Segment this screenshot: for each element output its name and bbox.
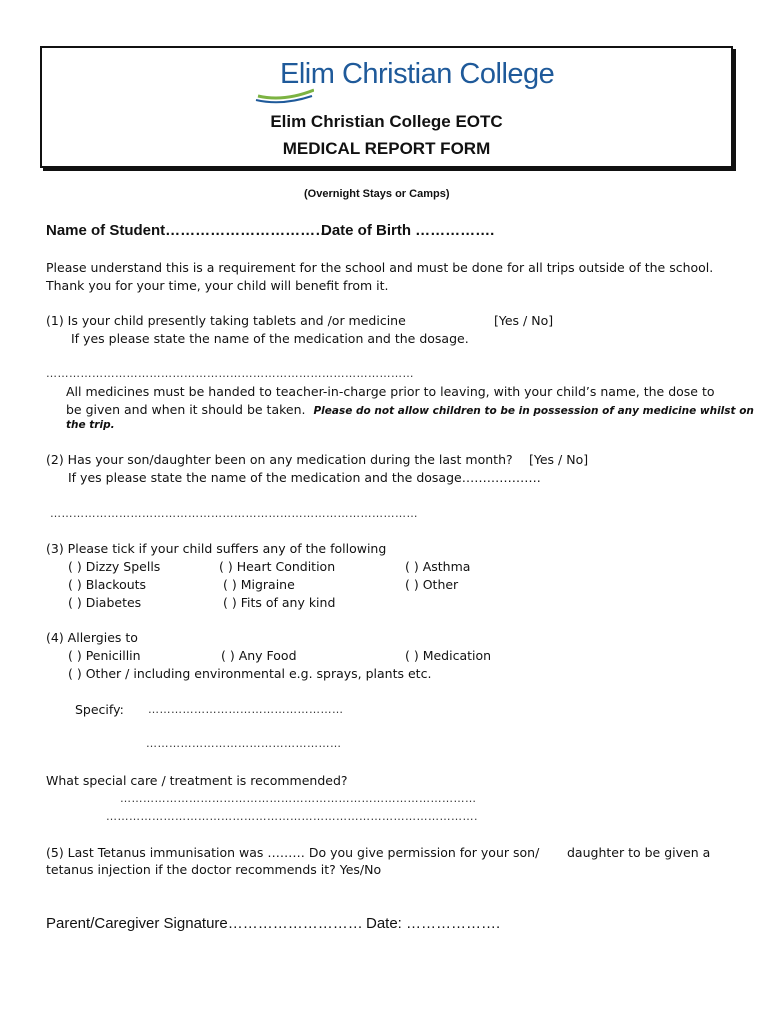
q4-option-medication[interactable]: ( ) Medication (405, 648, 492, 663)
q1-note-line-2 (66, 401, 754, 420)
q4-option-other[interactable]: ( ) Other / including environmental e.g. sprays, plants etc. (68, 666, 432, 681)
college-logo (254, 56, 555, 104)
q1-note-line-1: All medicines must be handed to teacher-in-charge prior to leaving, with your child’s name, the dose to (66, 384, 715, 399)
specify-line-1[interactable]: …………………………………………… (148, 703, 344, 716)
q1-note-text: be given and when it should be taken. (66, 402, 306, 417)
q4-option-penicillin[interactable]: ( ) Penicillin (68, 648, 141, 663)
signature-field[interactable]: Parent/Caregiver Signature……………………… (46, 915, 363, 932)
q3-option-asthma[interactable]: ( ) Asthma (405, 559, 471, 574)
q3-option-migraine[interactable]: ( ) Migraine (223, 577, 295, 592)
special-care-line-2[interactable]: ……………………………………………………………………………………. (106, 810, 478, 823)
q5-line-1: (5) Last Tetanus immunisation was ……… Do you give permission for your son/ (46, 845, 540, 860)
logo-text: Elim Christian College (280, 58, 555, 90)
q1-yes-no[interactable]: [Yes / No] (494, 313, 554, 328)
form-title: MEDICAL REPORT FORM (282, 139, 491, 158)
specify-label: Specify: (75, 702, 124, 717)
q5-line-2[interactable]: tetanus injection if the doctor recommends it? Yes/No (46, 862, 382, 877)
q2-followup: If yes please state the name of the medication and the dosage………………. (68, 470, 541, 485)
q3-option-fits[interactable]: ( ) Fits of any kind (223, 595, 336, 610)
special-care-line-1[interactable]: ………………………………………………………………………………… (120, 792, 477, 805)
date-of-birth-field[interactable]: Date of Birth ……………. (321, 222, 495, 239)
q3-option-blackouts[interactable]: ( ) Blackouts (68, 577, 147, 592)
q2-yes-no[interactable]: [Yes / No] (529, 452, 589, 467)
q4-question: (4) Allergies to (46, 630, 138, 645)
q5-line-1-end: daughter to be given a (567, 845, 711, 860)
q1-answer-line[interactable]: …………………………………………………………………………………… (46, 367, 414, 380)
q4-option-any-food[interactable]: ( ) Any Food (221, 648, 297, 663)
signature-date-field[interactable]: Date: ………………. (366, 915, 501, 932)
q3-option-diabetes[interactable]: ( ) Diabetes (68, 595, 142, 610)
student-name-field[interactable]: Name of Student…………………………… (46, 222, 331, 239)
q2-question: (2) Has your son/daughter been on any medication during the last month? (46, 452, 513, 467)
q1-warning-end: the trip. (66, 419, 115, 431)
specify-line-2[interactable]: …………………………………………… (146, 737, 342, 750)
header-box (40, 46, 733, 168)
form-school-title: Elim Christian College EOTC (270, 112, 503, 131)
special-care-question: What special care / treatment is recommended? (46, 773, 348, 788)
form-subtitle: (Overnight Stays or Camps) (304, 188, 450, 200)
q3-option-dizzy-spells[interactable]: ( ) Dizzy Spells (68, 559, 161, 574)
q1-warning: Please do not allow children to be in possession of any medicine whilst on (313, 405, 754, 417)
q1-followup: If yes please state the name of the medication and the dosage. (71, 331, 469, 346)
q3-option-heart-condition[interactable]: ( ) Heart Condition (219, 559, 336, 574)
q3-option-other[interactable]: ( ) Other (405, 577, 459, 592)
q2-answer-line[interactable]: …………………………………………………………………………………… (50, 507, 418, 520)
q1-question: (1) Is your child presently taking tablets and /or medicine (46, 313, 406, 328)
intro-line-1: Please understand this is a requirement for the school and must be done for all trips outside of the school. (46, 260, 714, 275)
q3-question: (3) Please tick if your child suffers any of the following (46, 541, 387, 556)
intro-line-2: Thank you for your time, your child will benefit from it. (46, 278, 389, 293)
